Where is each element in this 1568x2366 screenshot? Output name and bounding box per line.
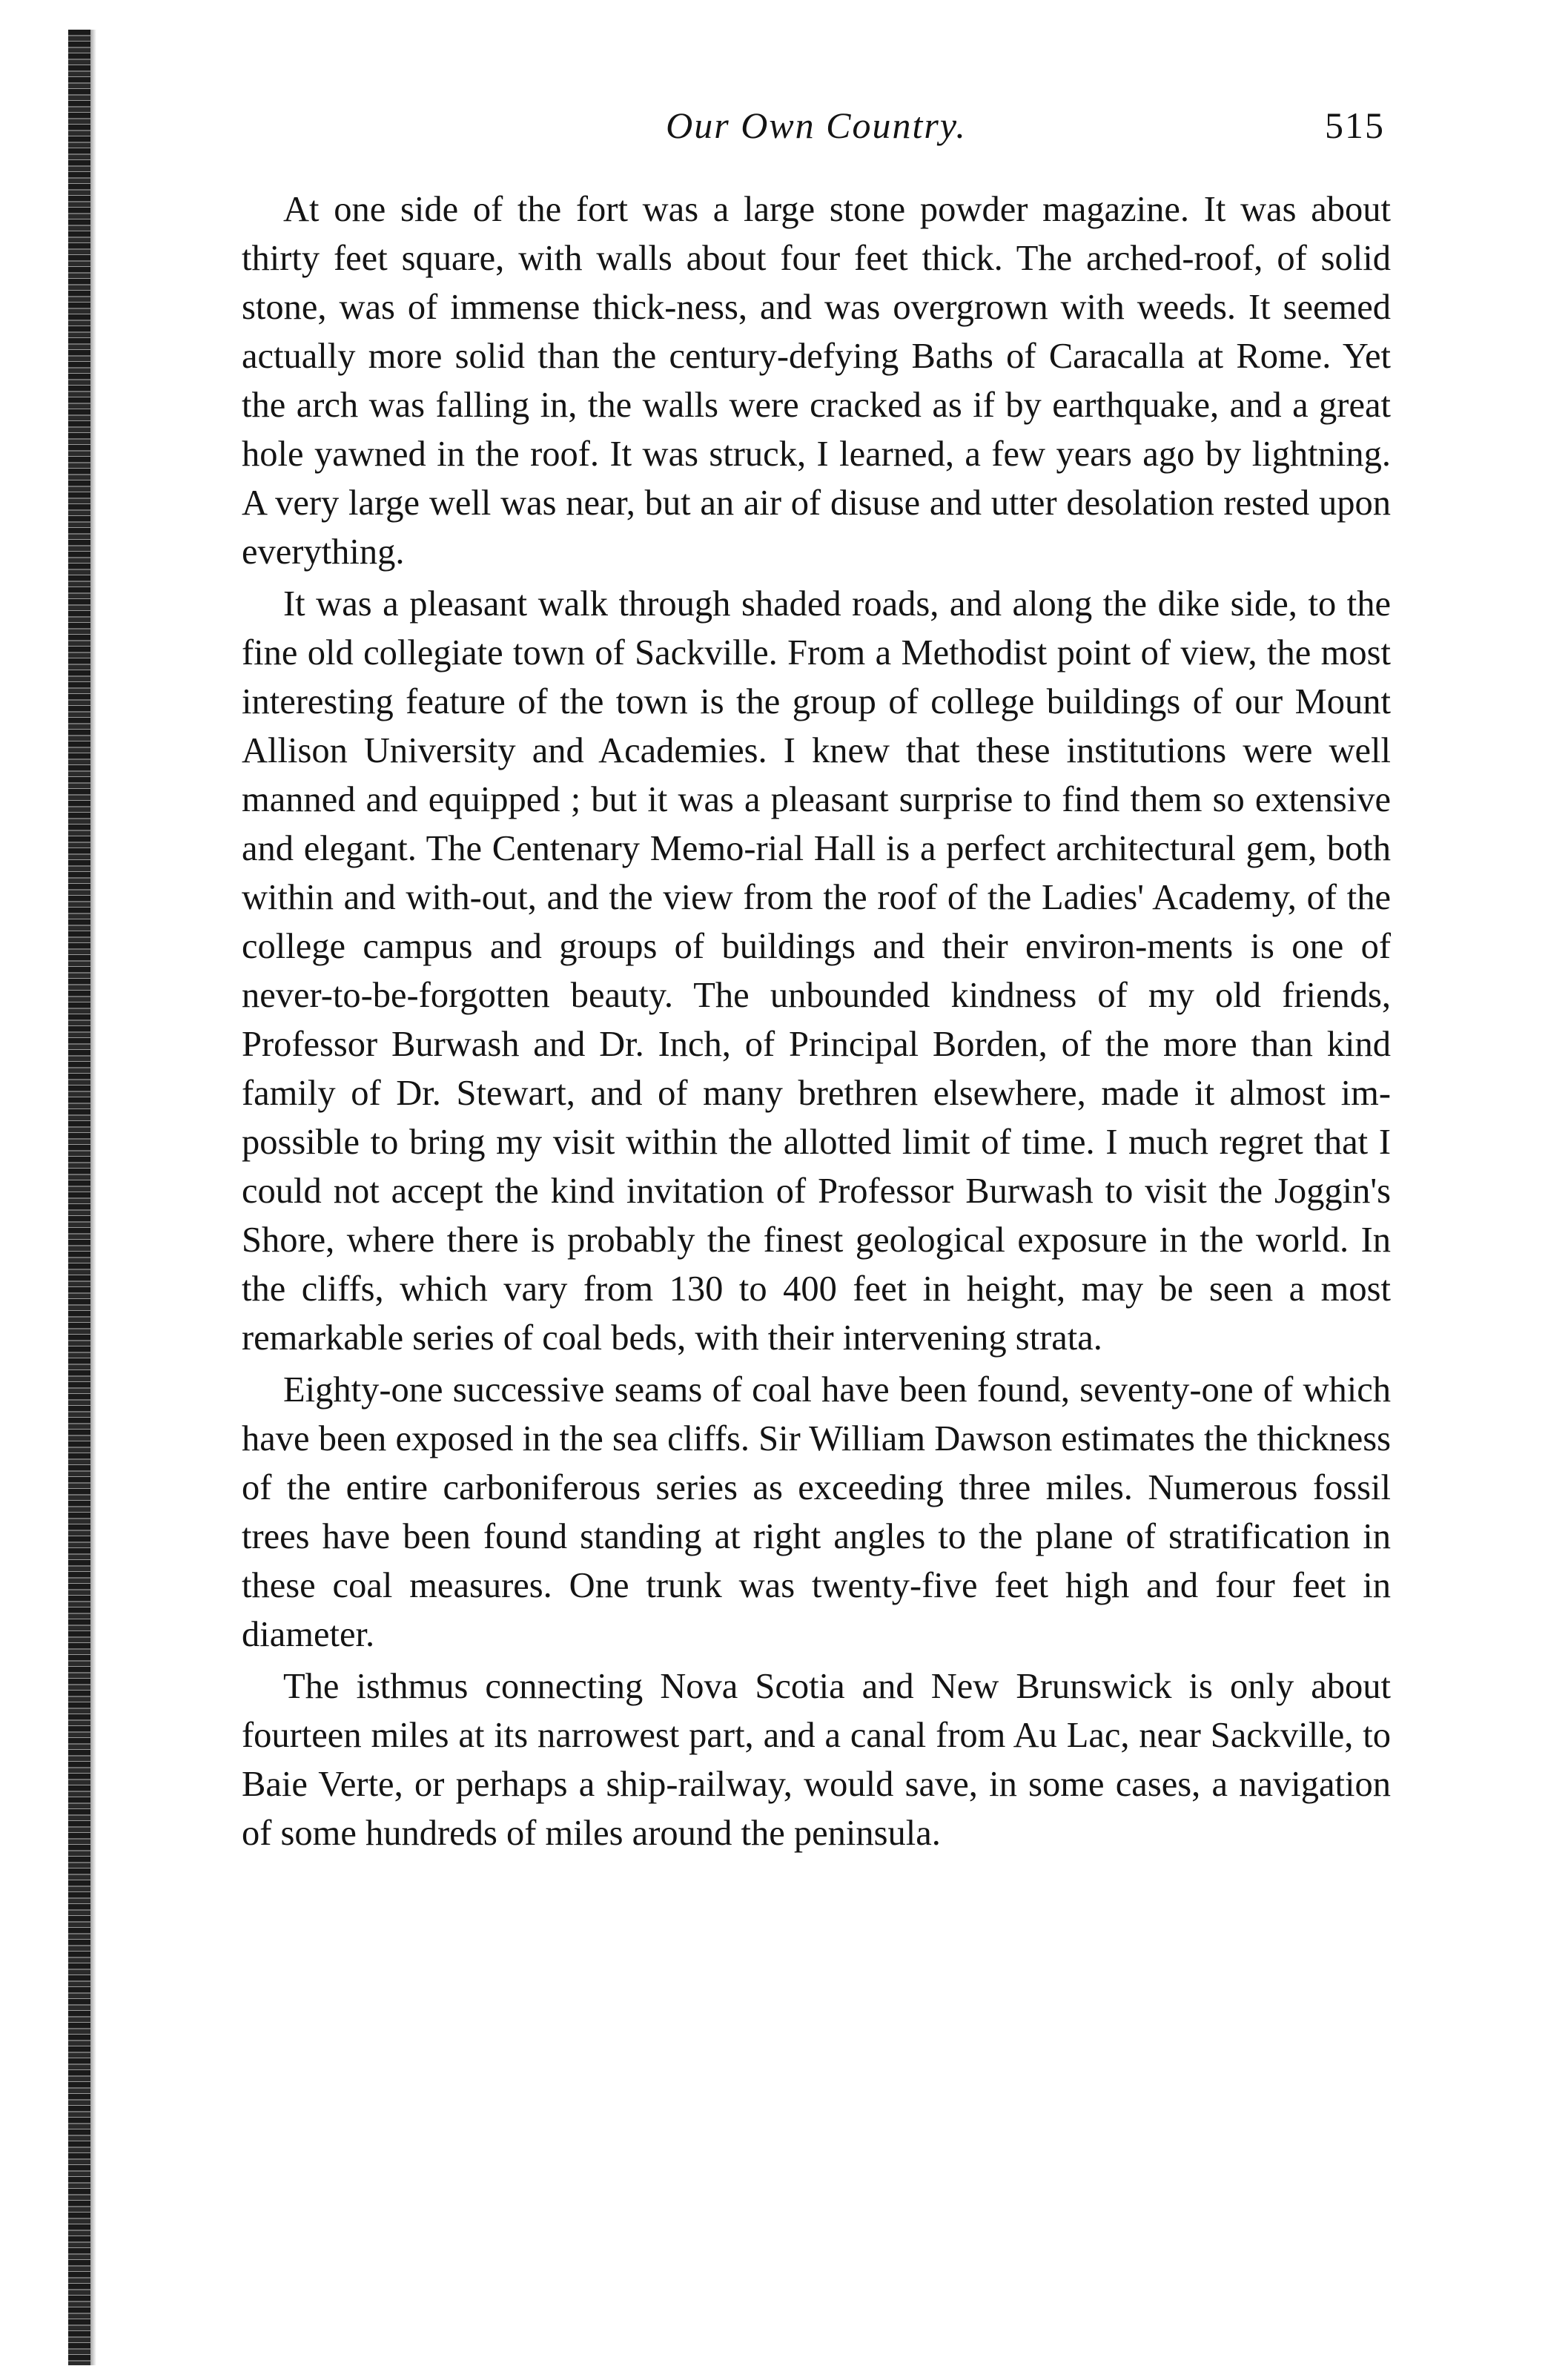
paragraph-sackville: It was a pleasant walk through shaded roads, and along the dike side, to the fine old collegiate town of Sackville. From a Methodist point of view, the most interesting feature of the town is the group of college buildings of our Mount Allison University and Academies. I knew that these institutions were well manned and equipped ; but it was a pleasant surprise to find them so extensive and elegant. The Centenary Memo-rial Hall is a perfect architectural gem, both within and with-out, and the view from the roof of the Ladies' Academy, of the college campus and groups of buildings and their environ-ments is one of never-to-be-forgotten beauty. The unbounded kindness of my old friends, Professor Burwash and Dr. Inch, of Principal Borden, of the more than kind family of Dr. Stewart, and of many brethren elsewhere, made it almost im-possible to bring my visit within the allotted limit of time. I much regret that I could not accept the kind invitation of Professor Burwash to visit the Joggin's Shore, where there is probably the finest geological exposure in the world. In the cliffs, which vary from 130 to 400 feet in height, may be seen a most remarkable series of coal beds, with their intervening strata. (242, 584, 1391, 1358)
paragraph-coal-seams: Eighty-one successive seams of coal have been found, seventy-one of which have been exposed in the sea cliffs. Sir William Dawson estimates the thickness of the entire carboniferous series as exceeding three miles. Numerous fossil trees have been found standing at right angles to the plane of stratification in these coal measures. One trunk was twenty-five feet high and four feet in diameter. (242, 1370, 1391, 1654)
page-binding-edge (68, 30, 90, 2365)
paragraph-powder-magazine: At one side of the fort was a large stone powder magazine. It was about thirty feet square, with walls about four feet thick. The arched-roof, of solid stone, was of immense thick-ness, and was overgrown with weeds. It seemed actually more solid than the century-defying Baths of Caracalla at Rome. Yet the arch was falling in, the walls were cracked as if by earthquake, and a great hole yawned in the roof. It was struck, I learned, a few years ago by lightning. A very large well was near, but an air of disuse and utter desolation rested upon everything. (242, 190, 1391, 572)
running-header (242, 98, 1391, 157)
body-text (242, 185, 1391, 1861)
paragraph-isthmus: The isthmus connecting Nova Scotia and New Brunswick is only about fourteen miles at its narrowest part, and a canal from Au Lac, near Sackville, to Baie Verte, or perhaps a ship-railway, would save, in some cases, a navigation of some hundreds of miles around the peninsula. (242, 1667, 1391, 1853)
page-number: 515 (1325, 105, 1385, 146)
running-title: Our Own Country. (666, 105, 967, 146)
